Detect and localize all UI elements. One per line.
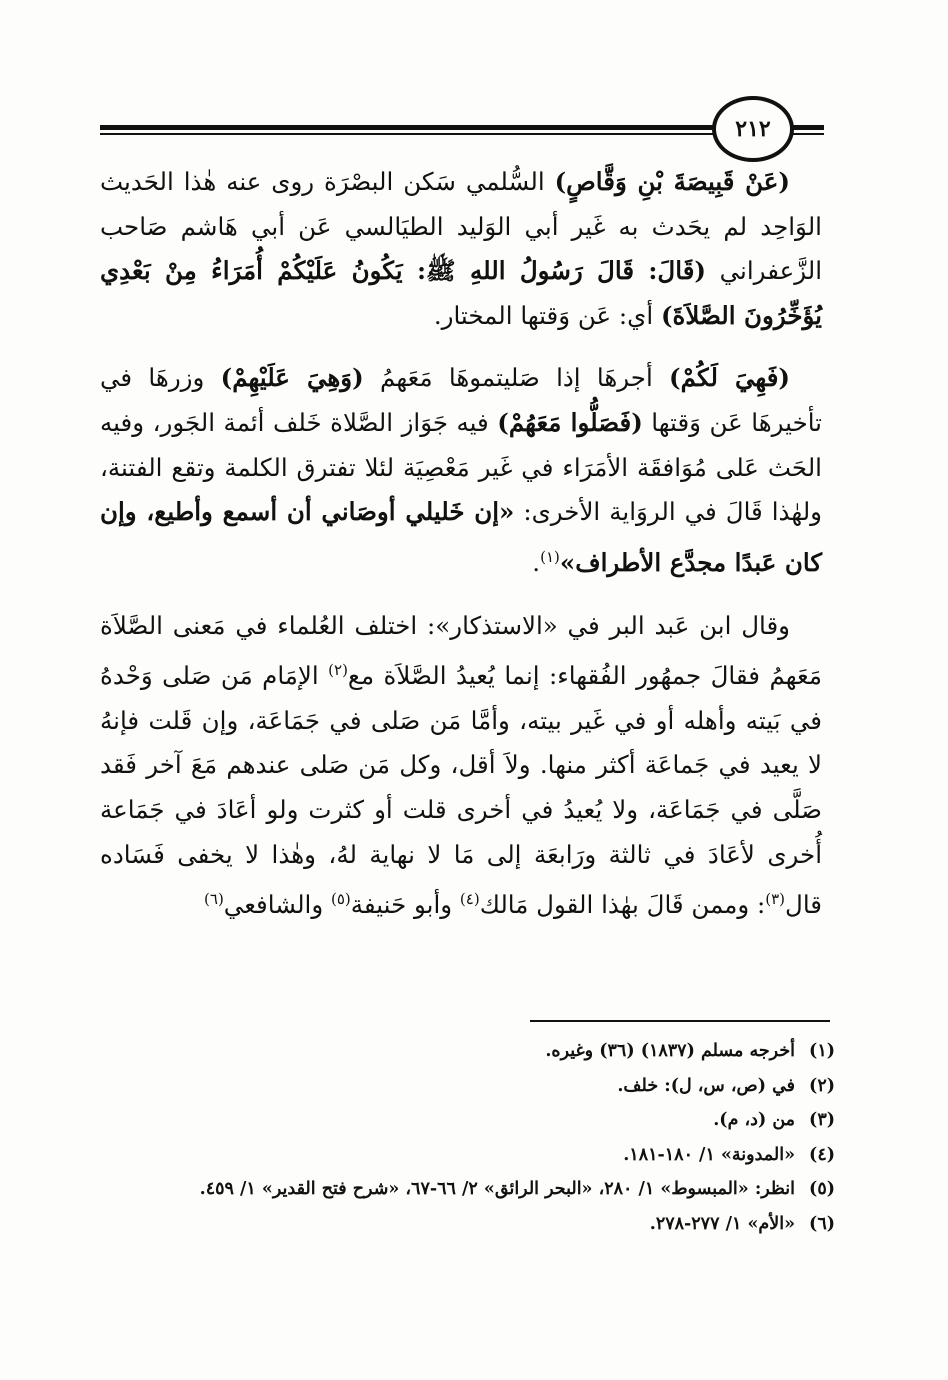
footnote-number: (٤) (809, 1144, 835, 1165)
commentary-text: وقال ابن عَبد البر في «الاستذكار»: اختلف العُلماء في مَعنى الصَّلاَة مَعَهمُ فقالَ جمهُور الفُقهاء: إنما يُعيدُ الصَّلاَة مع (100, 610, 822, 691)
quoted-text: (عَنْ قَبِيصَةَ بْنِ وَقَّاصٍ) (554, 167, 790, 196)
paragraph (100, 160, 822, 338)
header-rule-right-thin (790, 133, 824, 135)
footnote-item (100, 1103, 835, 1138)
footnote-text: «المدونة» ١/ ١٨٠-١٨١. (623, 1144, 796, 1165)
main-text (100, 160, 822, 928)
footnote-number: (١) (809, 1041, 835, 1061)
page-header (0, 92, 948, 156)
commentary-text: والشافعي (223, 890, 331, 920)
footnote-item (100, 1069, 835, 1104)
commentary-text: أجرهَا إذا صَليتموهَا مَعَهمُ (363, 363, 670, 393)
footnote-ref: (٦) (204, 890, 224, 909)
header-rule-right-thick (790, 125, 824, 130)
quoted-text: «إن خَليلي أوصَاني أن أسمع وأطيع، وإن كان عَبدًا مجدَّع الأطراف» (100, 497, 822, 577)
paragraph (100, 356, 822, 585)
footnote-ref: (٥) (330, 890, 351, 909)
footnote-text: انظر: «المبسوط» ١/ ٢٨٠، «البحر الرائق» ٢/ ٦٦-٦٧، «شرح فتح القدير» ١/ ٤٥٩. (199, 1179, 796, 1199)
quoted-text: (فَهِيَ لَكُمْ) (669, 363, 790, 393)
commentary-text: وزرهَا في تأخيرهَا عَن وَقتها (100, 363, 822, 437)
footnote-number: (٦) (809, 1213, 835, 1234)
footnote-ref: (١) (540, 547, 560, 566)
footnote-item (100, 1207, 835, 1242)
commentary-text: : وممن قَالَ بهٰذا القول مَالك (479, 890, 766, 920)
footnote-number: (٣) (809, 1110, 835, 1130)
footnote-number: (٢) (809, 1075, 835, 1096)
commentary-text: وأبو حَنيفة (350, 890, 460, 920)
footnote-separator (530, 1020, 830, 1022)
footnote-text: «الأم» ١/ ٢٧٧-٢٧٨. (649, 1213, 796, 1234)
paragraph (100, 604, 822, 928)
footnote-item (100, 1034, 835, 1069)
footnote-ref: (٢) (328, 661, 348, 680)
footnote-text: في (ص، س، ل): خلف. (617, 1075, 796, 1096)
header-rule-thick (100, 125, 720, 130)
page-number-oval (712, 96, 794, 162)
footnotes (100, 1034, 835, 1241)
commentary-text: أي: عَن وَقتها المختار. (433, 300, 661, 330)
footnote-text: أخرجه مسلم (١٨٣٧) (٣٦) وغيره. (545, 1041, 796, 1061)
footnote-number: (٥) (809, 1179, 835, 1199)
footnote-ref: (٤) (459, 890, 480, 909)
footnote-ref: (٣) (765, 890, 786, 909)
footnote-item (100, 1138, 835, 1173)
quoted-text: (وَهِيَ عَلَيْهِمْ) (220, 363, 364, 393)
quoted-text: (فَصَلُّوا مَعَهُمْ) (497, 407, 643, 437)
header-rule-thin (100, 133, 720, 135)
quoted-text: (قَالَ: قَالَ رَسُولُ اللهِ ﷺ: يَكُونُ عَلَيْكُمْ أُمَرَاءُ مِنْ بَعْدِي يُؤَخِّرُونَ الصَّلاَةَ) (100, 256, 822, 330)
commentary-text: السُّلمي سَكن البصْرَة روى عنه هٰذا الحَديث الوَاحِد لم يحَدث به غَير أبي الوَليد الطيَالسي عَن أبي هَاشم صَاحب الزَّعفراني (100, 167, 823, 286)
commentary-text: الإمَام مَن صَلى وَحْدهُ في بَيته وأهله أو في غَير بيته، وأمَّا مَن صَلى في جَمَاعَة، وإن قَلت فإنهُ لا يعيد في جَماعَة أكثر منها. ولاَ أقل، وكل مَن صَلى عندهم مَعَ آخر فَقد صَلَّى في جَمَاعَة، ولا يُعيدُ في أخرى قلت أو كثرت ولو أعَادَ في جَمَاعة أُخرى لأعَادَ في ثالثة ورَابعَة إلى مَا لا نهاية لهُ، وهٰذا لا يخفى فَسَاده قال (100, 661, 822, 920)
footnote-item (100, 1172, 835, 1207)
commentary-text: فيه جَوَاز الصَّلاة خَلف أئمة الجَور، وفيه الحَث عَلى مُوَافقَة الأمَرَاء في غَير مَعْصِيَة لئلا تفترق الكلمة وتقع الفتنة، ولهٰذا قَالَ في الروَاية الأخرى: (100, 407, 822, 527)
page-number: ٢١٢ (735, 116, 771, 142)
commentary-text: . (532, 547, 541, 577)
footnote-text: من (د، م). (713, 1110, 796, 1130)
